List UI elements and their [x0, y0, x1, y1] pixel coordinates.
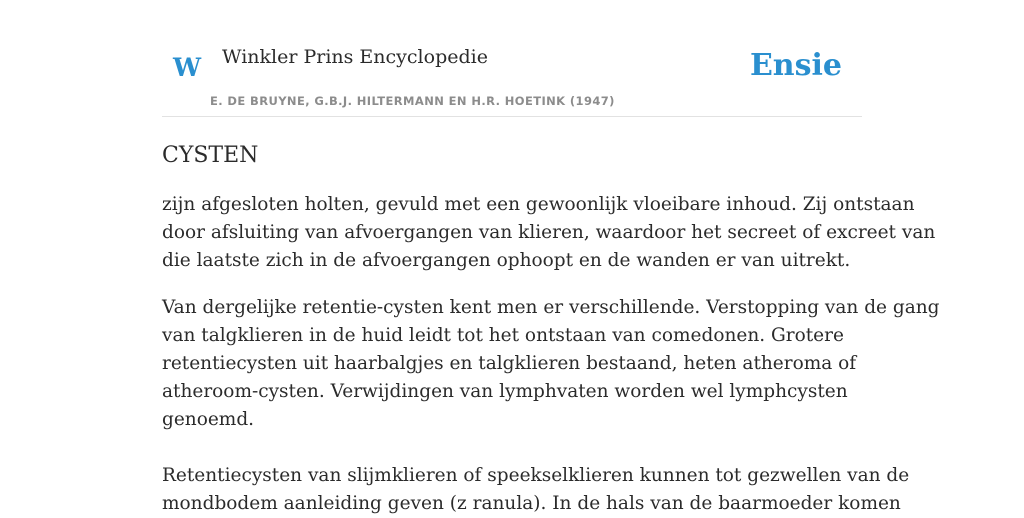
- paragraph-line: retentiecysten uit haarbalgjes en talgklieren bestaand, heten atheroma of: [162, 353, 857, 375]
- article-page: [162, 0, 940, 518]
- paragraph-line: atheroom-cysten. Verwijdingen van lymphvaten worden wel lymphcysten: [162, 381, 848, 403]
- paragraph-line: Van dergelijke retentie-cysten kent men er verschillende. Verstopping van de gang: [162, 297, 940, 319]
- paragraph-line: die laatste zich in de afvoergangen ophoopt en de wanden er van uitrekt.: [162, 250, 851, 272]
- article-paragraph: [162, 462, 910, 518]
- paragraph-line: door afsluiting van afvoergangen van klieren, waardoor het secreet of excreet van: [162, 222, 936, 244]
- article-heading: CYSTEN: [162, 143, 259, 168]
- paragraph-line: Retentiecysten van slijmklieren of speekselklieren kunnen tot gezwellen van de: [162, 465, 910, 487]
- paragraph-line: genoemd.: [162, 409, 255, 431]
- article-paragraph: [162, 294, 940, 434]
- paragraph-line: mondbodem aanleiding geven (z ranula). In de hals van de baarmoeder komen: [162, 493, 901, 515]
- header: [162, 0, 862, 117]
- winkler-prins-logo[interactable]: W: [173, 53, 202, 82]
- ensie-logo[interactable]: Ensie: [749, 48, 842, 83]
- source-title[interactable]: Winkler Prins Encyclopedie: [222, 46, 488, 68]
- paragraph-line: van talgklieren in de huid leidt tot het ontstaan van comedonen. Grotere: [162, 325, 844, 347]
- source-authors: E. DE BRUYNE, G.B.J. HILTERMANN EN H.R. HOETINK (1947): [210, 94, 615, 108]
- paragraph-line: zijn afgesloten holten, gevuld met een gewoonlijk vloeibare inhoud. Zij ontstaan: [162, 194, 915, 216]
- article-paragraph: [162, 191, 936, 275]
